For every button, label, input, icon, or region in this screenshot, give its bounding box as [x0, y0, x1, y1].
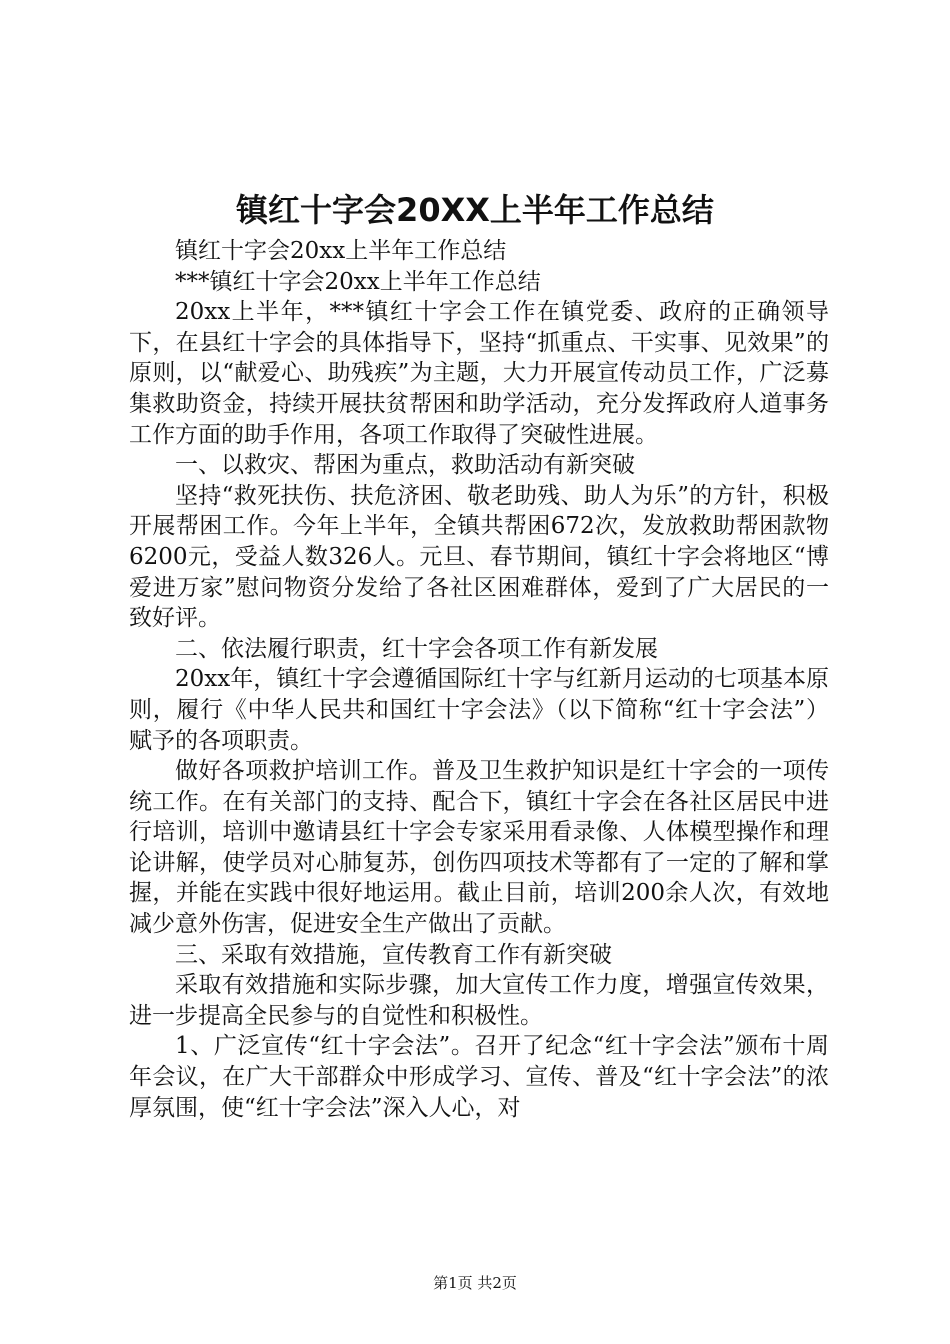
paragraph-subtitle-2: ***镇红十字会20xx上半年工作总结 — [175, 268, 541, 295]
paragraph-measures: 采取有效措施和实际步骤，加大宣传工作力度，增强宣传效果，进一步提高全民参与的自觉性和积极性。 — [129, 972, 829, 1029]
section-heading-3: 三、采取有效措施，宣传教育工作有新突破 — [175, 941, 612, 968]
paragraph-intro: 20xx上半年，***镇红十字会工作在镇党委、政府的正确领导下，在县红十字会的具体指导下，坚持“抓重点、干实事、见效果”的原则，以“献爱心、助残疾”为主题，大力开展宣传动员工作，广泛募集救助资金，持续开展扶贫帮困和助学活动，充分发挥政府人道事务工作方面的助手作用，各项工作取得了突破性进展。 — [129, 299, 829, 448]
paragraph-relief: 坚持“救死扶伤、扶危济困、敬老助残、助人为乐”的方针，积极开展帮困工作。今年上半年，全镇共帮困672次，发放救助帮困款物6200元，受益人数326人。元旦、春节期间，镇红十字会将地区“博爱进万家”慰问物资分发给了各社区困难群体，爱到了广大居民的一致好评。 — [129, 482, 829, 632]
paragraph-law-publicity: 1、广泛宣传“红十字会法”。召开了纪念“红十字会法”颁布十周年会议，在广大干部群众中形成学习、宣传、普及“红十字会法”的浓厚氛围，使“红十字会法”深入人心，对 — [129, 1033, 829, 1121]
document-body — [129, 236, 829, 1123]
paragraph-training: 做好各项救护培训工作。普及卫生救护知识是红十字会的一项传统工作。在有关部门的支持、配合下，镇红十字会在各社区居民中进行培训，培训中邀请县红十字会专家采用看录像、人体模型操作和理论讲解，使学员对心肺复苏，创伤四项技术等都有了一定的了解和掌握，并能在实践中很好地运用。截止目前，培训200余人次，有效地减少意外伤害，促进安全生产做出了贡献。 — [129, 758, 829, 938]
section-heading-2: 二、依法履行职责，红十字会各项工作有新发展 — [175, 635, 658, 662]
paragraph-subtitle: 镇红十字会20xx上半年工作总结 — [175, 238, 507, 264]
page-footer: 第1页 共2页 — [433, 1274, 517, 1292]
paragraph-duties: 20xx年，镇红十字会遵循国际红十字与红新月运动的七项基本原则，履行《中华人民共和国红十字会法》（以下简称“红十字会法”）赋予的各项职责。 — [129, 666, 829, 754]
document-title: 镇红十字会20XX上半年工作总结 — [236, 191, 714, 229]
section-heading-1: 一、以救灾、帮困为重点，救助活动有新突破 — [175, 452, 635, 479]
